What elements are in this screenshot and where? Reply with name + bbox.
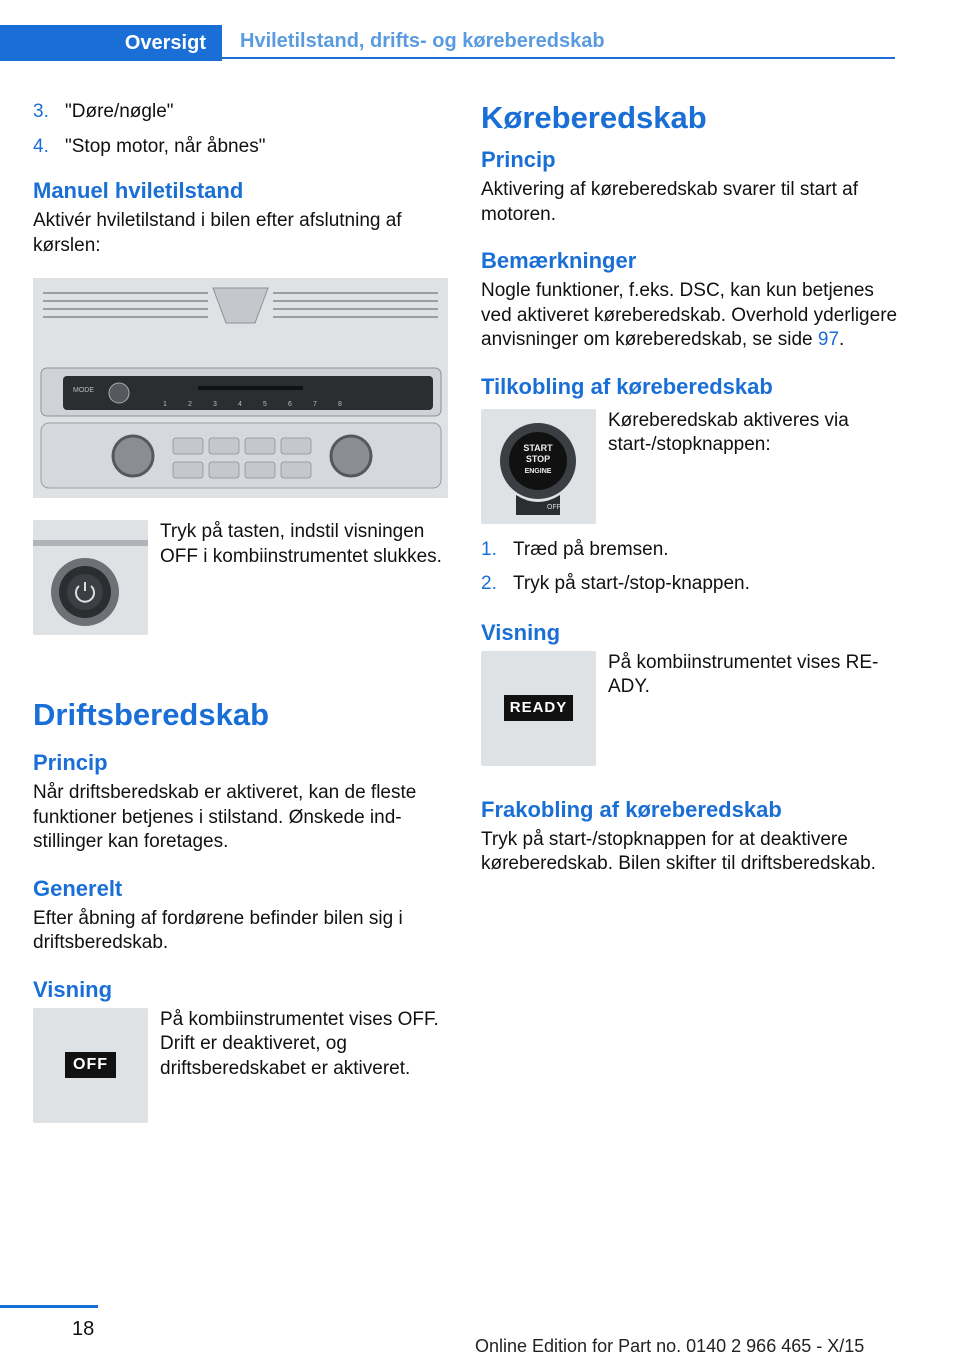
ready-display-row xyxy=(481,651,901,766)
console-mode-label: MODE xyxy=(73,387,94,394)
tab-oversigt[interactable]: Oversigt xyxy=(0,25,222,61)
bemaerkninger-body: Nogle funktioner, f.eks. DSC, kan kun betjenes ved aktiveret køreberedskab. Overhold yderligere anvisninger om køreberedskab, se side xyxy=(481,280,898,350)
console-preset-label: 2 xyxy=(188,401,192,408)
off-label: OFF xyxy=(65,1052,116,1079)
driftsberedskab-heading: Driftsberedskab xyxy=(33,697,270,732)
list-number: 2. xyxy=(481,573,497,594)
tilkobling-heading: Tilkobling af køreberedskab xyxy=(481,373,773,399)
power-knob-image xyxy=(33,520,148,635)
list-item xyxy=(33,135,453,160)
engine-label: ENGINE xyxy=(524,467,552,475)
list-item xyxy=(33,100,453,125)
tab-section-title[interactable]: Hviletilstand, drifts- og køreberedskab xyxy=(222,25,895,59)
off-display-image xyxy=(33,1008,148,1123)
power-button-text: Tryk på tasten, indstil visningen OFF i kombiinstrumentet slukkes. xyxy=(160,521,442,567)
generelt-text: Efter åbning af fordørene befinder bilen sig i driftsberedskab. xyxy=(33,907,403,953)
koereberedskab-heading: Køreberedskab xyxy=(481,100,707,135)
left-column xyxy=(33,100,453,1123)
list-text: Træd på bremsen. xyxy=(513,538,669,560)
visning-heading: Visning xyxy=(481,619,561,645)
manual-heading: Manuel hviletilstand xyxy=(33,178,244,203)
princip-text: Når driftsberedskab er aktiveret, kan de fleste funktioner betjenes i stilstand. Ønskede indstillinger kan foretages. xyxy=(33,782,417,852)
generelt-heading: Generelt xyxy=(33,875,123,901)
right-column xyxy=(481,100,901,897)
start-label: START xyxy=(523,442,553,453)
list-item xyxy=(481,572,901,597)
page-link[interactable]: 97 xyxy=(817,329,840,350)
console-preset-label: 5 xyxy=(263,401,267,408)
bemaerkninger-text: Nogle funktioner, f.eks. DSC, kan kun betjenes ved aktiveret køreberedskab. Overhold yderligere anvisninger om køreberedskab, se side 97. xyxy=(481,280,898,350)
console-preset-label: 3 xyxy=(213,401,217,408)
off-display-row xyxy=(33,1008,453,1123)
list-number: 4. xyxy=(33,135,49,157)
list-number: 3. xyxy=(33,101,49,122)
stop-label: STOP xyxy=(525,453,551,464)
header-tabbar xyxy=(0,25,895,61)
frakobling-text: Tryk på start-/stopknappen for at deaktivere køreberedskab. Bilen skifter til driftsberedskab. xyxy=(481,828,876,874)
start-stop-button-image xyxy=(481,409,596,524)
list-text: Tryk på start-/stop-knappen. xyxy=(513,573,750,594)
princip-text: Aktivering af køreberedskab svarer til start af motoren. xyxy=(481,179,858,225)
visning-heading: Visning xyxy=(33,976,113,1002)
visning-text: På kombiinstrumentet vises OFF. Drift er deaktiveret, og driftsberedskabet er aktiveret. xyxy=(160,1008,439,1079)
dashboard-console-image xyxy=(33,278,448,498)
tilkobling-text: Køreberedskab aktiveres via start-/stopknappen: xyxy=(608,409,849,455)
manual-text: Aktivér hviletilstand i bilen efter afslutning af kørslen: xyxy=(33,210,402,256)
list-item xyxy=(481,538,901,563)
footer-accent-line xyxy=(0,1305,98,1308)
power-button-row xyxy=(33,520,453,635)
edition-text: Online Edition for Part no. 0140 2 966 465 - X/15 xyxy=(475,1336,865,1356)
princip-heading: Princip xyxy=(33,750,108,775)
list-text: "Døre/nøgle" xyxy=(65,101,174,122)
page-number: 18 xyxy=(72,1318,95,1340)
list-text: "Stop motor, når åbnes" xyxy=(65,135,266,157)
console-preset-label: 7 xyxy=(313,401,317,408)
console-preset-label: 1 xyxy=(163,401,167,408)
bemaerkninger-heading: Bemærkninger xyxy=(481,248,637,273)
start-stop-row xyxy=(481,409,901,524)
frakobling-heading: Frakobling af køreberedskab xyxy=(481,796,782,822)
ready-label: READY xyxy=(504,695,574,722)
list-number: 1. xyxy=(481,538,497,560)
console-preset-label: 4 xyxy=(238,401,242,408)
console-preset-label: 8 xyxy=(338,401,342,408)
console-preset-label: 6 xyxy=(288,401,292,408)
off-small-label: OFF xyxy=(547,503,561,511)
visning-text: På kombiinstrumentet vises READY. xyxy=(608,651,879,697)
ready-display-image xyxy=(481,651,596,766)
princip-heading: Princip xyxy=(481,147,556,172)
